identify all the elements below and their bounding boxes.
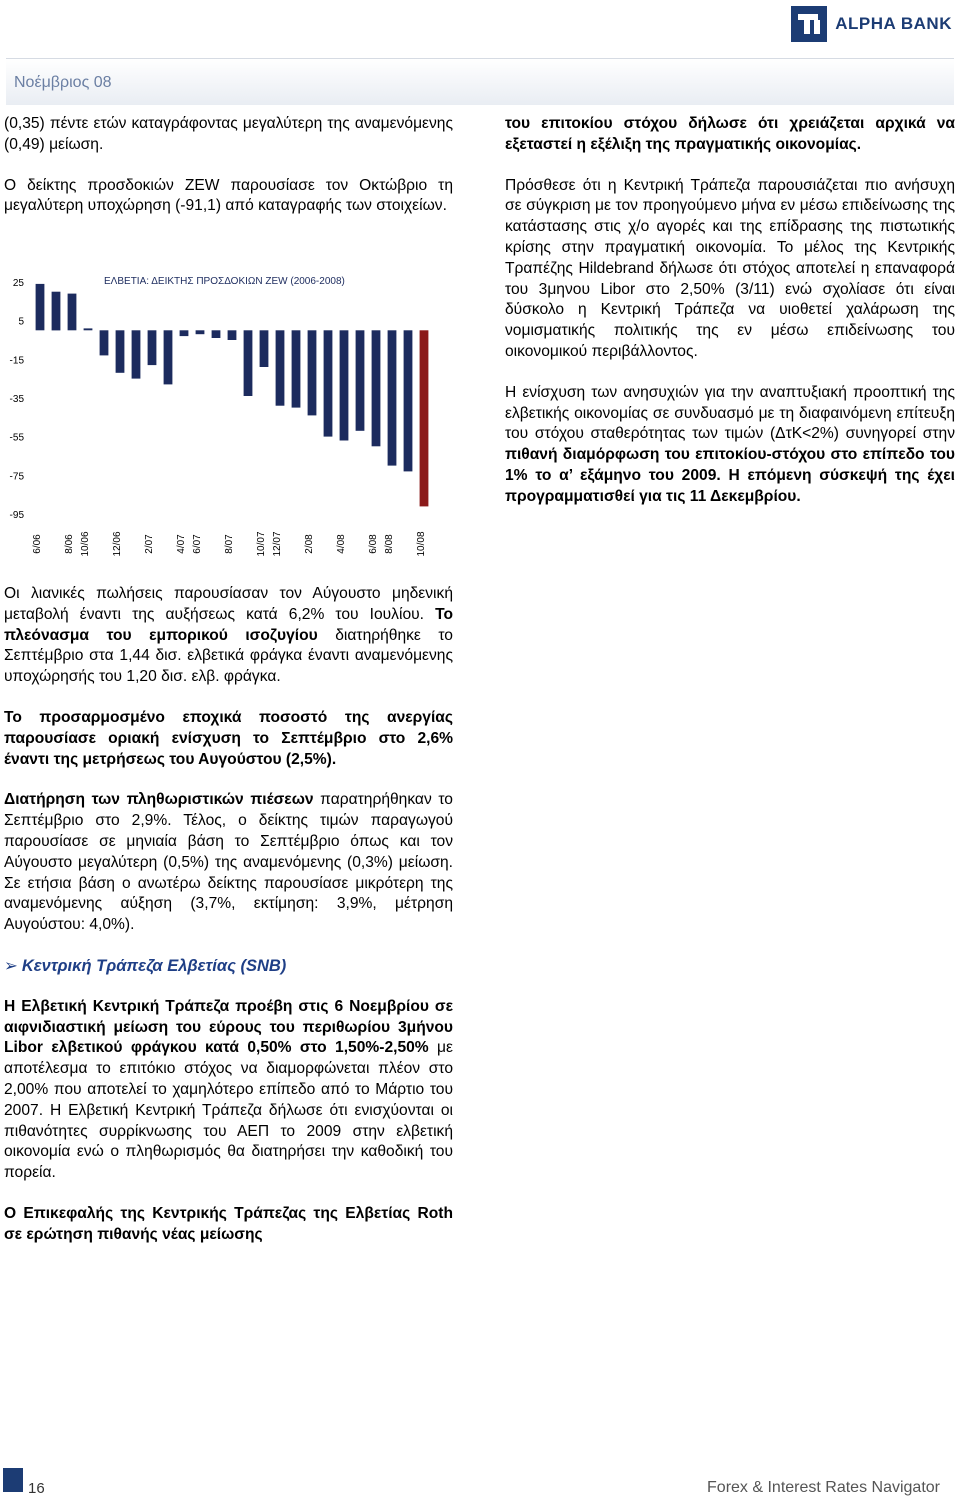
paragraph-retail <box>4 584 453 688</box>
chart-bar <box>116 330 125 373</box>
chart-bar <box>52 292 61 331</box>
y-tick-label: -35 <box>9 394 24 405</box>
trade-surplus-text: διατηρήθηκε το Σεπτέμβριο στα 1,44 δισ. ελβετικά φράγκα έναντι αναμενόμενης υποχώρησής του 1,20 δισ. ελβ. φράγκα. <box>4 626 453 686</box>
alpha-bank-logo-icon <box>791 6 827 42</box>
x-tick-label: 6/08 <box>368 534 379 554</box>
snb-cut-bold: Η Ελβετική Κεντρική Τράπεζα προέβη στις 6 Νοεμβρίου σε αιφνιδιαστική μείωση του εύρους του περιθωρίου 3μήνου Libor ελβετικού φράγκου κατά 0,50% στο 1,50%-2,50% <box>4 997 453 1057</box>
chart-bar <box>228 330 237 340</box>
right-column <box>505 114 955 508</box>
retail-text: Οι λιανικές πωλήσεις παρουσίασαν τον Αύγουστο μηδενική μεταβολή έναντι της αυξήσεως κατά 6,2% του Ιουλίου. <box>4 585 453 623</box>
chart-bar <box>244 330 253 396</box>
chart-bar <box>324 330 333 436</box>
chart-bar <box>68 294 77 331</box>
left-column-top <box>4 114 453 217</box>
x-tick-label: 4/08 <box>336 534 347 554</box>
section-title-snb: Κεντρική Τράπεζα Ελβετίας (SNB) <box>21 956 287 975</box>
chart-bar <box>212 330 221 338</box>
x-tick-label: 2/07 <box>144 534 155 554</box>
left-column-bottom <box>4 584 453 1246</box>
chart-bar <box>164 330 173 384</box>
zew-chart <box>0 262 460 582</box>
report-date: Νοέμβριος 08 <box>14 74 112 91</box>
chart-bar <box>308 330 317 415</box>
y-tick-label: -75 <box>9 471 24 483</box>
paragraph-unemployment: Το προσαρμοσμένο εποχικά ποσοστό της ανεργίας παρουσίασε οριακή ενίσχυση το Σεπτέμβριο στο 2,6% έναντι της μετρήσεως του Αυγούστου (2,5%). <box>4 708 453 768</box>
paragraph-hildebrand: Πρόσθεσε ότι η Κεντρική Τράπεζα παρουσιάζεται πιο ανήσυχη σε σύγκριση με τον προηγούμενο μήνα εν μέσω επιδείνωσης της κατάστασης στις χ/ο αγορές και της επίδρασης της πιστωτικής κρίσης στην πραγματική οικονομία. Το μέλος της Κεντρικής Τραπέζης Hildebrand δήλωσε ότι στόχος αποτελεί η επαναφορά του 3μηνου Libor στο 2,50% (3/11) ενώ σχολίασε ότι είναι δύσκολο η Κεντρική Τράπεζα να υιοθετεί χαλάρωση της νομισματικής πολιτικής της εν μέσω επιδείνωσης του οικονομικού περιβάλλοντος. <box>505 176 955 360</box>
snb-cut-text: με αποτέλεσμα το επιτόκιο στόχος να διαμορφώνεται πλέον στο 2,00% που αποτελεί το χαμηλότερο επίπεδο από το Μάρτιο του 2007. Η Ελβετική Κεντρική Τράπεζα δήλωσε ότι ενισχύονται οι πιθανότητες συρρίκνωσης του ΑΕΠ το 2009 στην ελβετική οικονομία ενώ ο πληθωρισμός θα διατηρήσει την καθοδική του πορεία. <box>4 1039 453 1182</box>
footer-title: Forex & Interest Rates Navigator <box>707 1479 940 1496</box>
arrow-bullet-icon: ➢ <box>4 956 18 975</box>
chart-bar <box>260 330 269 367</box>
x-tick-label: 8/08 <box>384 534 395 554</box>
trade-surplus-bold: Το πλεόνασμα του εμπορικού ισοζυγίου <box>4 605 453 644</box>
chart-bar <box>404 330 413 471</box>
y-tick-label: 25 <box>12 278 24 289</box>
chart-bar <box>36 284 45 330</box>
chart-bar <box>276 330 285 405</box>
inflation-text: παρατηρήθηκαν το Σεπτέμβριο στο 2,9%. Τέλος, ο δείκτης τιμών παραγωγού παρουσίασε σε μηνιαία βάση το Σεπτέμβριο όπως και τον Αύγουστο μεγαλύτερη (0,5%) της αναμενόμενης (0,3%) μείωση. Σε ετήσια βάση ο ανωτέρω δείκτης παρουσίασε μικρότερη της αναμενόμενης αύξηση (3,7%, εκτίμηση: 3,9%, μέτρηση Αυγούστου: 4,0%). <box>4 791 453 934</box>
paragraph-rates: (0,35) πέντε ετών καταγράφοντας μεγαλύτερη της αναμενόμενης (0,49) μείωση. <box>4 115 453 153</box>
x-tick-label: 10/08 <box>416 531 427 557</box>
x-tick-label: 12/06 <box>112 531 123 557</box>
chart-bar <box>372 330 381 446</box>
x-tick-label: 10/07 <box>256 531 267 557</box>
chart-bar <box>356 330 365 431</box>
chart-title: ΕΛΒΕΤΙΑ: ΔΕΙΚΤΗΣ ΠΡΟΣΔΟΚΙΩΝ ZEW (2006-2008) <box>104 276 345 287</box>
chart-bar <box>132 330 141 378</box>
x-tick-label: 8/07 <box>224 534 235 554</box>
chart-bar <box>84 328 93 330</box>
y-tick-label: -95 <box>9 510 24 521</box>
chart-bar <box>196 330 205 334</box>
paragraph-roth: Ο Επικεφαλής της Κεντρικής Τράπεζας της Ελβετίας Roth σε ερώτηση πιθανής νέας μείωσης <box>4 1204 453 1243</box>
chart-bar <box>148 330 157 365</box>
paragraph-roth-continued: του επιτοκίου στόχου δήλωσε ότι χρειάζεται αρχικά να εξεταστεί η εξέλιξη της πραγματικής οικονομίας. <box>505 115 955 153</box>
header-bar <box>6 58 954 105</box>
y-tick-label: -55 <box>9 432 24 444</box>
alpha-bank-logo <box>791 6 952 42</box>
chart-bar <box>292 330 301 407</box>
chart-bar <box>340 330 349 440</box>
chart-bar <box>388 330 397 465</box>
x-tick-label: 4/07 <box>176 534 187 554</box>
y-tick-label: -15 <box>9 355 24 367</box>
brand-name: ALPHA BANK <box>835 14 952 33</box>
x-tick-label: 12/07 <box>272 531 283 557</box>
x-tick-label: 10/06 <box>80 531 91 557</box>
inflation-bold: Διατήρηση των πληθωριστικών πιέσεων <box>4 791 314 809</box>
paragraph-zew: Ο δείκτης προσδοκιών ZEW παρουσίασε τον Οκτώβριο τη μεγαλύτερη υποχώρηση (-91,1) από καταγραφής των στοιχείων. <box>4 176 453 215</box>
chart-bar <box>100 330 109 355</box>
x-tick-label: 8/06 <box>64 534 75 554</box>
outlook-bold: πιθανή διαμόρφωση του επιτοκίου-στόχου στο επίπεδο του 1% το α’ εξάμηνο του 2009. Η επόμενη σύσκεψή της έχει προγραμματισθεί για τις 11 Δεκεμβρίου. <box>505 446 955 505</box>
outlook-text: Η ενίσχυση των ανησυχιών για την αναπτυξιακή προοπτική της ελβετικής οικονομίας σε συνδυασμό με τη διαφαινόμενη επίτευξη του στόχου σταθερότητας των τιμών (ΔτΚ<2%) συνηγορεί στην <box>505 383 955 443</box>
x-tick-label: 6/07 <box>192 534 203 554</box>
page-number: 16 <box>28 1480 45 1497</box>
footer-square-icon <box>3 1468 23 1492</box>
chart-bar <box>420 330 429 506</box>
x-tick-label: 2/08 <box>304 534 315 554</box>
x-tick-label: 6/06 <box>32 534 43 554</box>
y-tick-label: 5 <box>18 316 24 328</box>
chart-bar <box>180 330 189 336</box>
